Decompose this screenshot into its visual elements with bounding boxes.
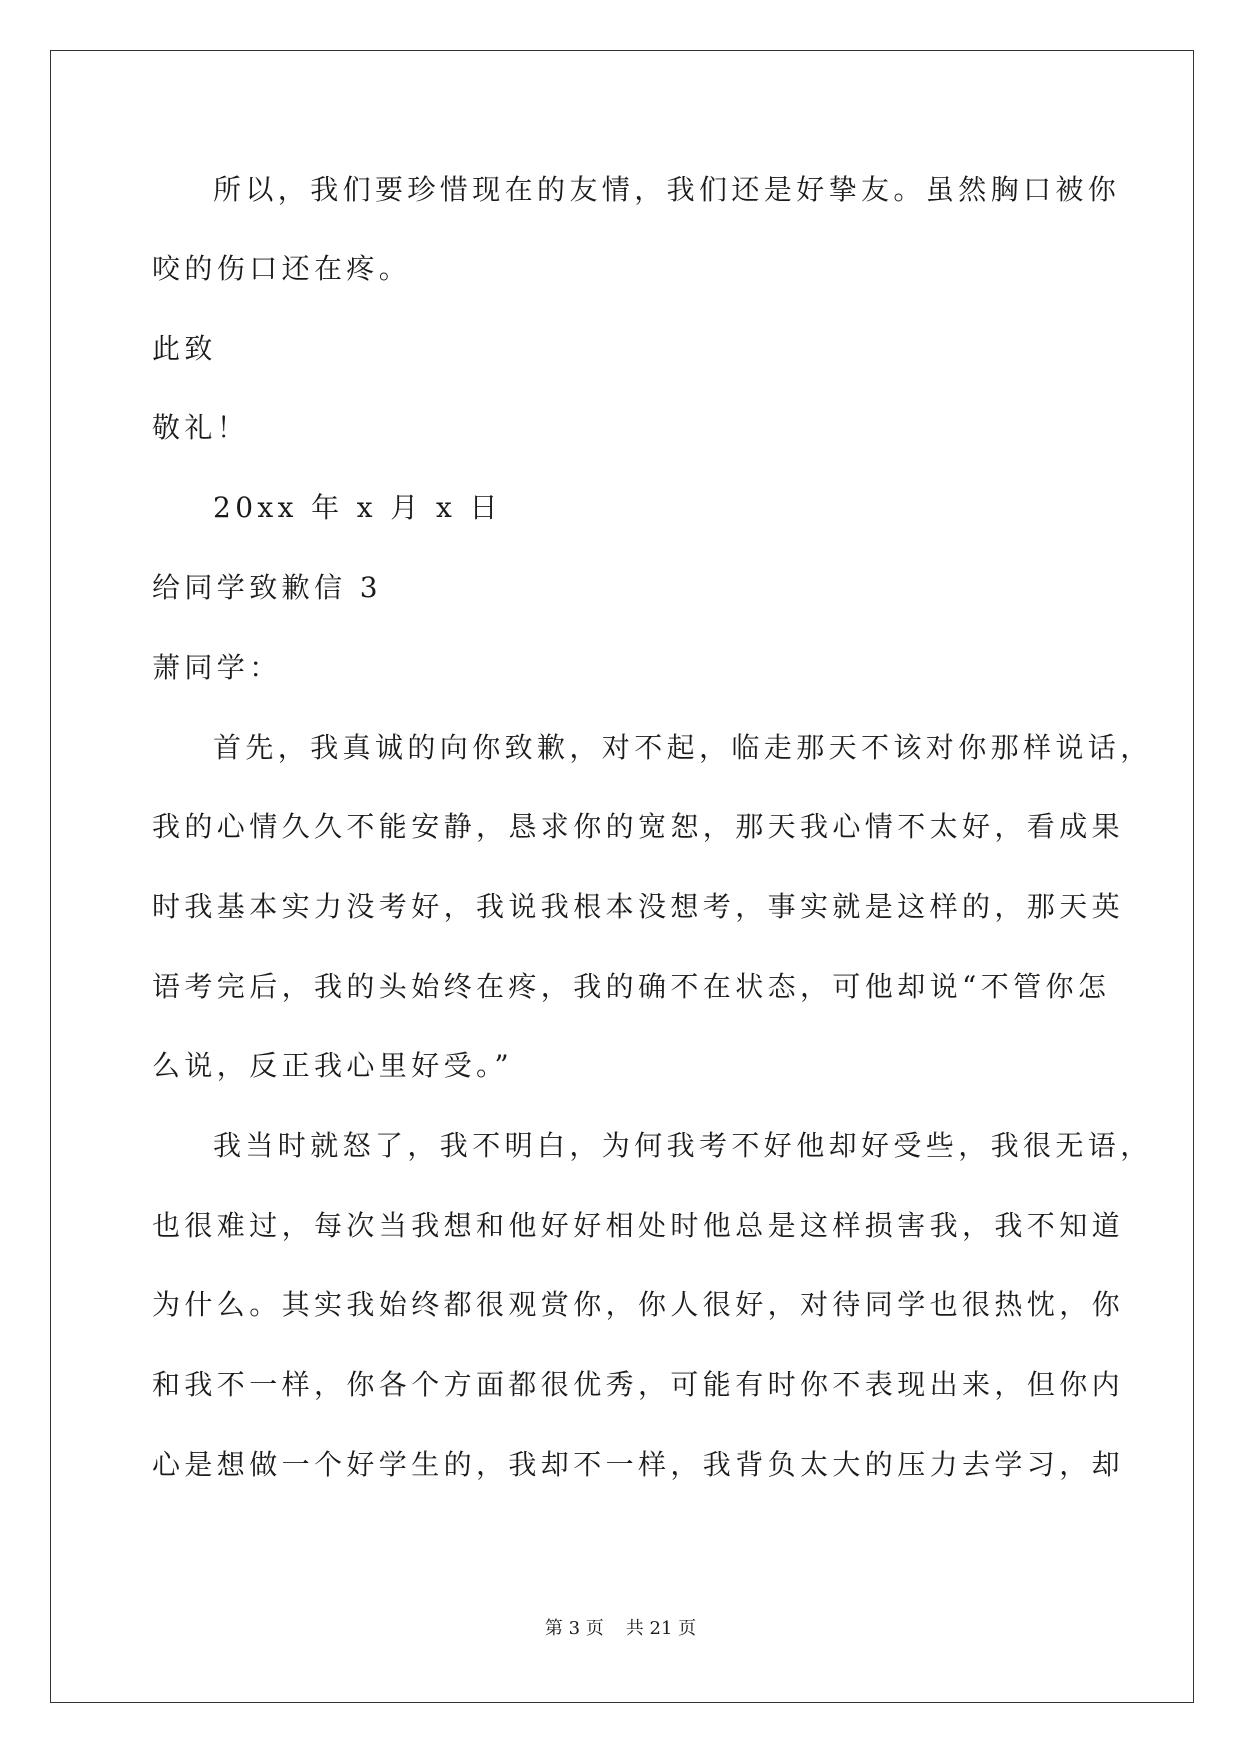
- page-number-total: 共 21 页: [625, 1618, 697, 1639]
- paragraph-line: 语考完后，我的头始终在疼，我的确不在状态，可他却说“不管你怎: [152, 970, 1111, 1003]
- page-footer: [0, 1617, 1241, 1641]
- paragraph-line: 也很难过，每次当我想和他好好相处时他总是这样损害我，我不知道: [152, 1209, 1125, 1242]
- letter-greeting: 萧同学：: [152, 651, 282, 684]
- page-number-current: 第 3 页: [544, 1618, 604, 1639]
- paragraph-line: 心是想做一个好学生的，我却不一样，我背负太大的压力去学习，却: [152, 1448, 1125, 1481]
- paragraph-line: 为什么。其实我始终都很观赏你，你人很好，对待同学也很热忱，你: [152, 1288, 1125, 1321]
- paragraph-line: 我的心情久久不能安静，恳求你的宽恕，那天我心情不太好，看成果: [152, 810, 1125, 843]
- paragraph-line: 首先，我真诚的向你致歉，对不起，临走那天不该对你那样说话，: [213, 731, 1153, 764]
- section-title: 给同学致歉信 3: [152, 571, 382, 604]
- closing-salutation: 此致: [152, 332, 217, 365]
- closing-regards: 敬礼！: [152, 411, 250, 444]
- letter-date: 20xx 年 x 月 x 日: [213, 491, 502, 524]
- paragraph-line: 我当时就怒了，我不明白，为何我考不好他却好受些，我很无语，: [213, 1129, 1153, 1162]
- paragraph-line: 么说，反正我心里好受。”: [152, 1049, 514, 1082]
- paragraph-line: 时我基本实力没考好，我说我根本没想考，事实就是这样的，那天英: [152, 890, 1125, 923]
- paragraph-line: 和我不一样，你各个方面都很优秀，可能有时你不表现出来，但你内: [152, 1368, 1125, 1401]
- paragraph-line: 所以，我们要珍惜现在的友情，我们还是好挚友。虽然胸口被你: [213, 173, 1121, 206]
- paragraph-line: 咬的伤口还在疼。: [152, 252, 412, 285]
